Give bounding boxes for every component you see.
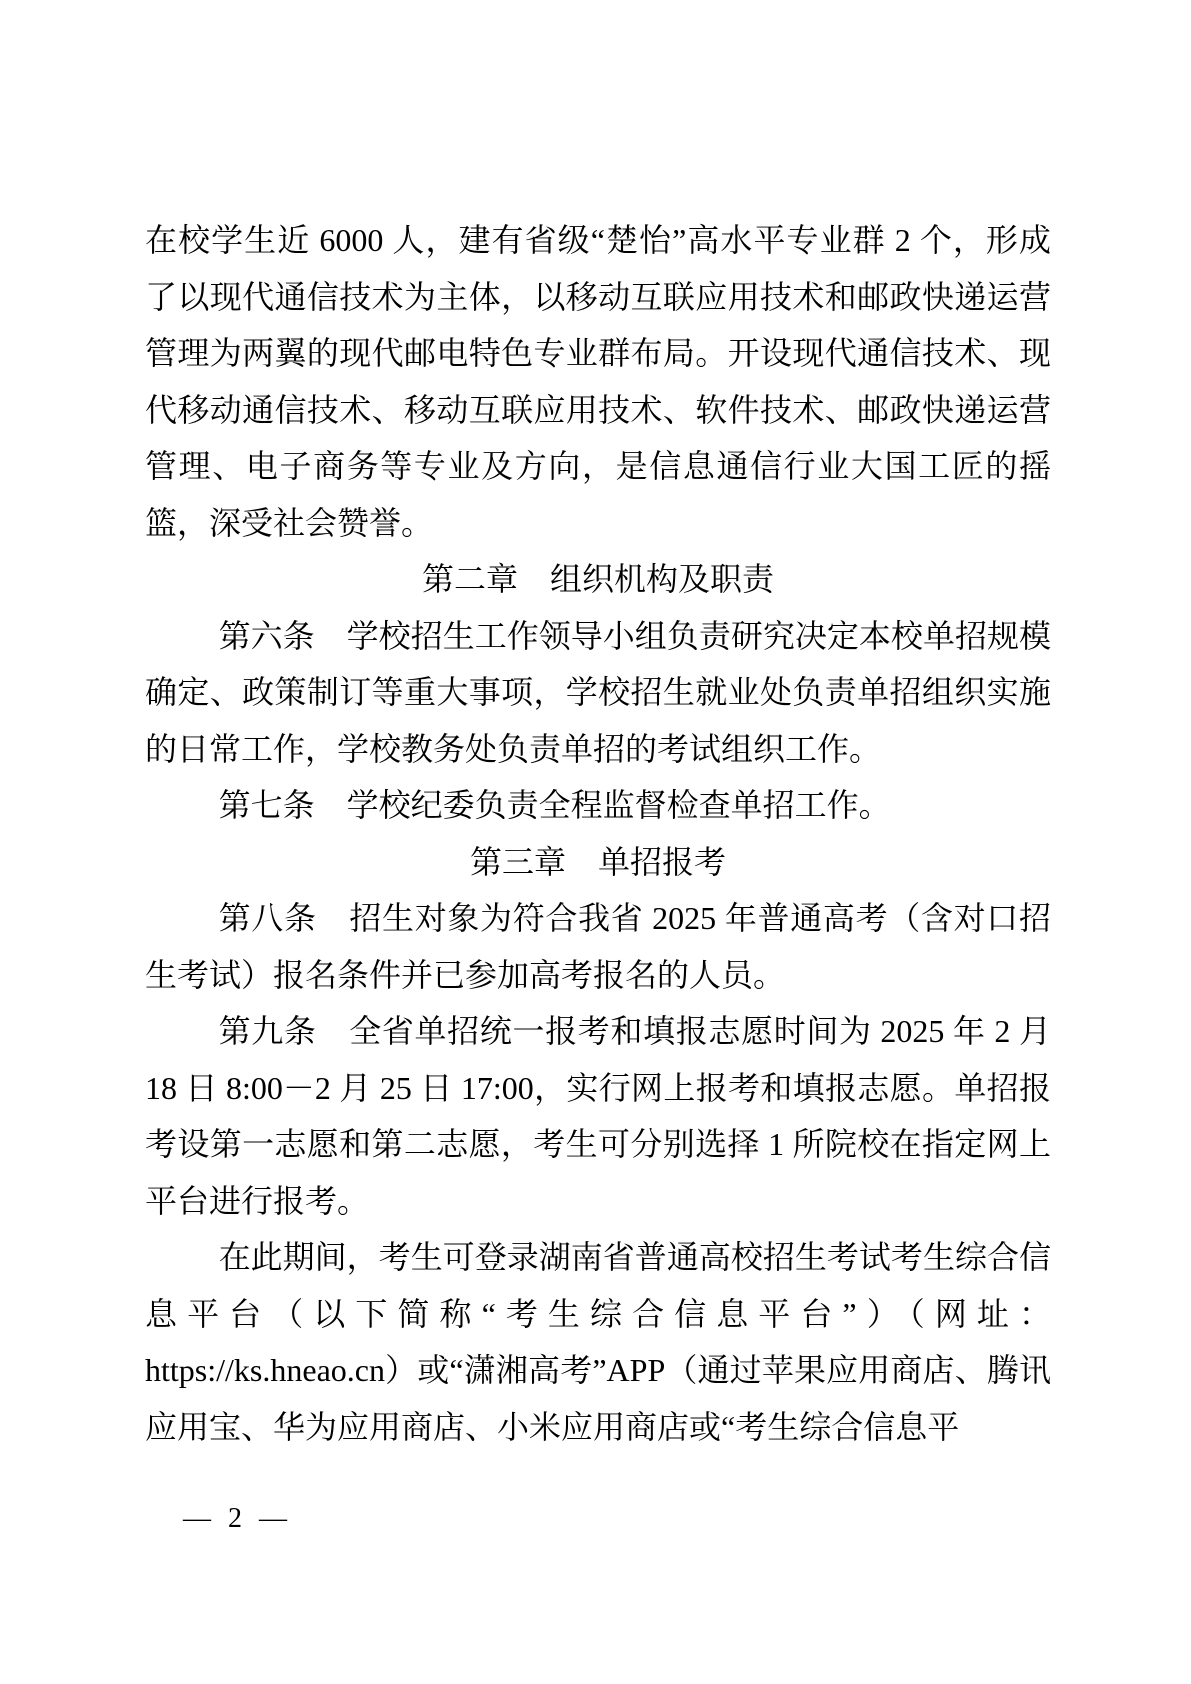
document-body xyxy=(145,212,1051,1455)
paragraph-article-6: 第六条 学校招生工作领导小组负责研究决定本校单招规模确定、政策制订等重大事项，学校招生就业处负责单招组织实施的日常工作，学校教务处负责单招的考试组织工作。 xyxy=(145,617,1051,767)
chapter-2-heading: 第二章 组织机构及职责 xyxy=(421,561,774,597)
chapter-3-heading: 第三章 单招报考 xyxy=(469,843,726,880)
paragraph-article-8: 第八条 招生对象为符合我省 2025 年普通高考（含对口招生考试）报名条件并已参加高考报名的人员。 xyxy=(145,900,1051,993)
platform-url-text: https://ks.hneao.cn xyxy=(145,1352,385,1388)
page-number: — 2 — xyxy=(183,1503,292,1534)
paragraph-article-9: 第九条 全省单招统一报考和填报志愿时间为 2025 年 2 月 18 日 8:00－2 月 25 日 17:00，实行网上报考和填报志愿。单招报考设第一志愿和第二志愿，考生可分别选择 1 所院校在指定网上平台进行报考。 xyxy=(145,1013,1051,1219)
paragraph-school-intro-continuation: 在校学生近 6000 人，建有省级“楚怡”高水平专业群 2 个，形成了以现代通信技术为主体，以移动互联应用技术和邮政快递运营管理为两翼的现代邮电特色专业群布局。开设现代通信技术、现代移动通信技术、移动互联应用技术、软件技术、邮政快递运营管理、电子商务等专业及方向，是信息通信行业大国工匠的摇篮，深受社会赞誉。 xyxy=(145,222,1051,541)
platform-info-suffix: ）或“潇湘高考”APP（通过苹果应用商店、腾讯应用宝、华为应用商店、小米应用商店或“考生综合信息平 xyxy=(145,1352,1051,1445)
paragraph-platform-info xyxy=(145,1229,1051,1455)
platform-info-prefix: 在此期间，考生可登录湖南省普通高校招生考试考生综合信息平台（以下简称“考生综合信息平台”）（网址： xyxy=(145,1239,1051,1332)
paragraph-article-7: 第七条 学校纪委负责全程监督检查单招工作。 xyxy=(218,787,891,823)
